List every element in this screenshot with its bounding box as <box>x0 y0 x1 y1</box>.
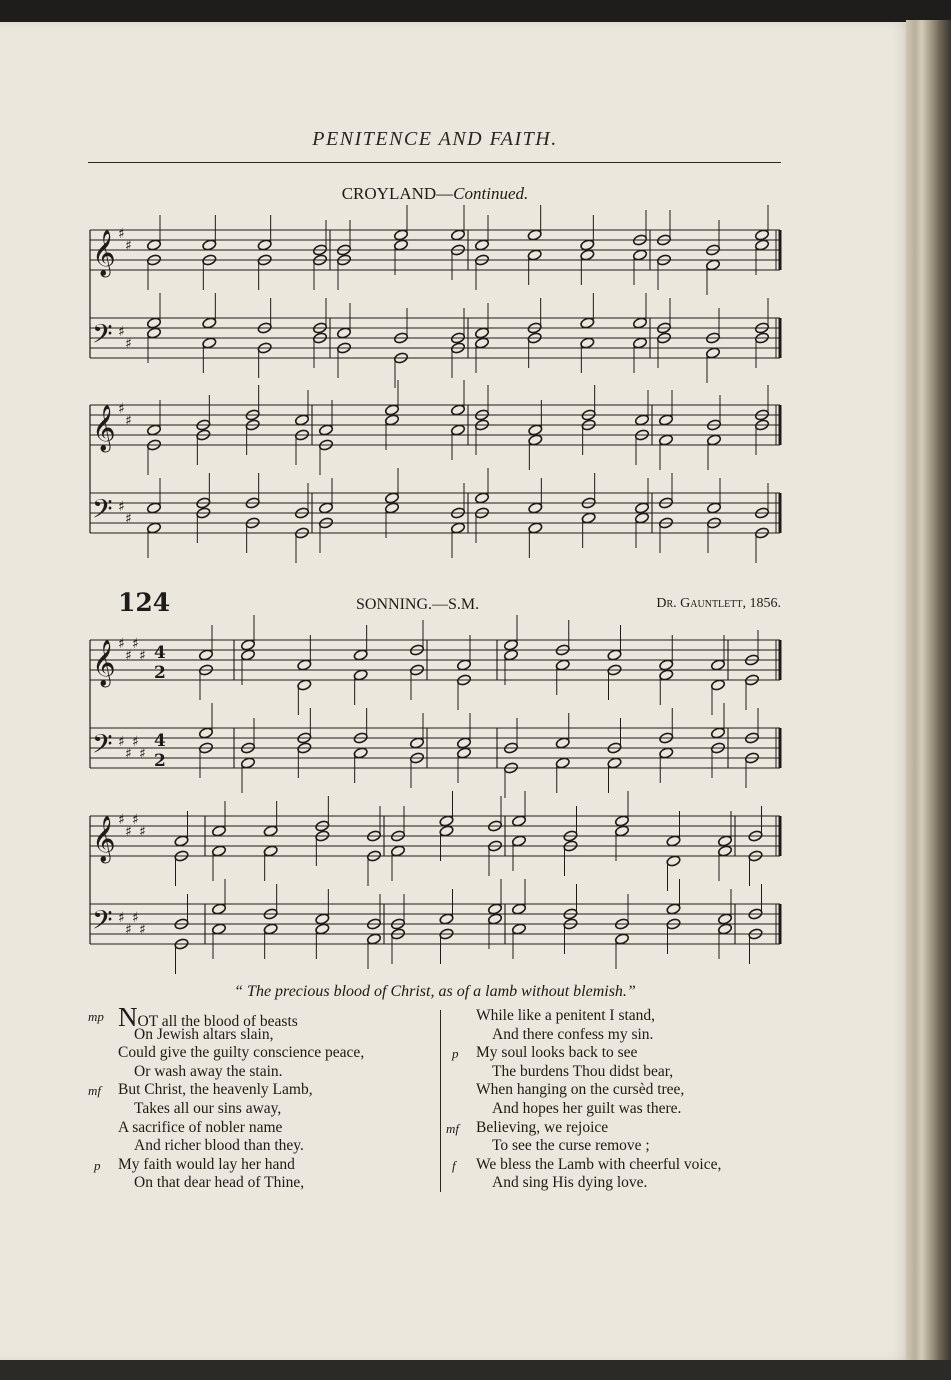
tenor-note <box>409 737 424 749</box>
alto-note <box>710 679 725 691</box>
key-signature-sharp: ♯ <box>125 511 132 527</box>
key-signature-sharp: ♯ <box>125 824 132 840</box>
soprano-note <box>384 404 399 416</box>
tune-name: SONNING.—S.M. <box>356 596 480 613</box>
continued-note: Continued. <box>453 184 529 203</box>
dynamic-marking: p <box>94 1157 101 1173</box>
key-signature-sharp: ♯ <box>132 636 139 652</box>
alto-note <box>393 239 408 251</box>
verse-text: We bless the Lamb with cheerful voice, <box>476 1155 722 1173</box>
soprano-note <box>450 404 465 416</box>
bass-note <box>450 522 465 534</box>
verse-text: And there confess my sin. <box>492 1025 654 1043</box>
verse-line <box>100 1044 430 1063</box>
bass-clef: 𝄢 <box>92 318 113 356</box>
verse-line <box>458 1007 788 1026</box>
verse-text: The burdens Thou didst bear, <box>492 1062 674 1080</box>
tenor-note <box>634 502 649 514</box>
treble-clef: 𝄞 <box>92 230 116 276</box>
bass-note <box>607 757 622 769</box>
verse-line <box>458 1100 788 1119</box>
bass-note <box>555 757 570 769</box>
key-signature-sharp: ♯ <box>125 648 132 664</box>
bass-note <box>456 747 471 759</box>
soprano-note <box>146 239 161 251</box>
bass-note <box>263 923 278 935</box>
bass-clef: 𝄢 <box>92 728 113 766</box>
verse-text: When hanging on the cursèd tree, <box>476 1081 685 1099</box>
time-signature-bottom: 2 <box>154 751 166 771</box>
tenor-note <box>487 903 502 915</box>
drop-capital: N <box>118 1002 138 1032</box>
alto-note <box>211 845 226 857</box>
tenor-note <box>710 727 725 739</box>
bass-note <box>580 337 595 349</box>
bass-note <box>146 522 161 534</box>
key-signature-sharp: ♯ <box>118 734 125 750</box>
alto-note <box>706 434 721 446</box>
tenor-note <box>474 327 489 339</box>
verse-text: A sacrifice of nobler name <box>118 1118 283 1136</box>
alto-note <box>263 845 278 857</box>
soprano-note <box>146 424 161 436</box>
soprano-note <box>353 649 368 661</box>
key-signature-sharp: ♯ <box>118 401 125 417</box>
verse-text: My faith would lay her hand <box>118 1155 295 1173</box>
soprano-note <box>659 659 674 671</box>
bass-note <box>474 337 489 349</box>
alto-note <box>658 434 673 446</box>
verse-text: Believing, we rejoice <box>476 1118 609 1136</box>
soprano-note <box>263 825 278 837</box>
verse-text: But Christ, the heavenly Lamb, <box>118 1081 313 1099</box>
tenor-note <box>511 903 526 915</box>
soprano-note <box>754 229 769 241</box>
verse-line <box>458 1063 788 1082</box>
treble-clef: 𝄞 <box>92 640 116 686</box>
verse-text: Could give the guilty conscience peace, <box>118 1044 365 1062</box>
verses-left-column <box>88 1002 430 1193</box>
key-signature-sharp: ♯ <box>118 636 125 652</box>
verse-text: On that dear head of Thine, <box>134 1174 305 1192</box>
key-signature-sharp: ♯ <box>132 812 139 828</box>
tenor-note <box>146 502 161 514</box>
alto-note <box>297 679 312 691</box>
key-signature-sharp: ♯ <box>118 226 125 242</box>
key-signature-sharp: ♯ <box>125 746 132 762</box>
key-signature-sharp: ♯ <box>139 746 146 762</box>
dynamic-marking: mp <box>88 1009 104 1024</box>
bass-note <box>366 933 381 945</box>
key-signature-sharp: ♯ <box>125 922 132 938</box>
alto-note <box>390 845 405 857</box>
verse-text: Or wash away the stain. <box>134 1062 283 1080</box>
alto-note <box>614 825 629 837</box>
verse-line <box>458 1174 788 1193</box>
treble-clef: 𝄞 <box>92 816 116 862</box>
soprano-note <box>318 424 333 436</box>
soprano-note <box>614 815 629 827</box>
bass-note <box>659 747 674 759</box>
tenor-note <box>456 737 471 749</box>
key-signature-sharp: ♯ <box>118 910 125 926</box>
verse-text: While like a penitent I stand, <box>476 1007 656 1024</box>
soprano-note <box>211 825 226 837</box>
tenor-note <box>528 502 543 514</box>
bass-note <box>315 923 330 935</box>
running-title: PENITENCE AND FAITH. <box>312 128 558 150</box>
verse-text: Takes all our sins away, <box>134 1099 282 1117</box>
soprano-note <box>202 239 217 251</box>
tenor-note <box>555 737 570 749</box>
tenor-note <box>717 913 732 925</box>
soprano-note <box>658 414 673 426</box>
key-signature-sharp: ♯ <box>132 910 139 926</box>
soprano-note <box>580 239 595 251</box>
key-signature-sharp: ♯ <box>118 499 125 515</box>
tenor-note <box>384 492 399 504</box>
soprano-note <box>198 649 213 661</box>
alto-note <box>439 825 454 837</box>
soprano-note <box>634 414 649 426</box>
soprano-note <box>511 815 526 827</box>
tenor-note <box>315 913 330 925</box>
treble-clef: 𝄞 <box>92 405 116 451</box>
alto-note <box>555 659 570 671</box>
dynamic-marking: f <box>452 1157 456 1173</box>
alto-note <box>705 259 720 271</box>
tenor-note <box>474 492 489 504</box>
alto-note <box>450 424 465 436</box>
verse-line <box>100 1174 430 1193</box>
soprano-note <box>528 424 543 436</box>
verse-text: And richer blood than they. <box>134 1137 304 1155</box>
bass-note <box>240 757 255 769</box>
verse-line <box>88 1081 430 1100</box>
composer-credit: Dr. Gauntlett, 1856. <box>656 596 781 611</box>
alto-note <box>632 249 647 261</box>
bass-note <box>614 933 629 945</box>
alto-note <box>580 249 595 261</box>
bass-note <box>581 512 596 524</box>
bass-note <box>528 522 543 534</box>
verse-line <box>100 1119 430 1138</box>
verse-line <box>88 1002 430 1032</box>
soprano-note <box>710 659 725 671</box>
tenor-note <box>202 317 217 329</box>
verse-text: And sing His dying love. <box>492 1174 648 1192</box>
alto-note <box>659 669 674 681</box>
bass-note <box>511 923 526 935</box>
bass-clef: 𝄢 <box>92 904 113 942</box>
verse-line <box>100 1100 430 1119</box>
key-signature-sharp: ♯ <box>125 413 132 429</box>
alto-note <box>384 414 399 426</box>
soprano-note <box>257 239 272 251</box>
croyland-tune-name: CROYLAND— <box>341 184 454 203</box>
alto-note <box>527 249 542 261</box>
soprano-note <box>297 659 312 671</box>
alto-note <box>754 239 769 251</box>
tenor-note <box>706 502 721 514</box>
bass-note <box>384 502 399 514</box>
verse-text: My soul looks back to see <box>476 1044 638 1062</box>
soprano-note <box>439 815 454 827</box>
dynamic-marking: mf <box>88 1083 101 1099</box>
verses-right-column <box>446 1007 788 1193</box>
verse-line <box>452 1044 788 1063</box>
soprano-note <box>174 835 189 847</box>
bass-note <box>705 347 720 359</box>
soprano-note <box>240 639 255 651</box>
soprano-note <box>666 835 681 847</box>
key-signature-sharp: ♯ <box>139 648 146 664</box>
key-signature-sharp: ♯ <box>139 922 146 938</box>
key-signature-sharp: ♯ <box>118 812 125 828</box>
alto-note <box>503 649 518 661</box>
soprano-note <box>474 239 489 251</box>
key-signature-sharp: ♯ <box>139 824 146 840</box>
key-signature-sharp: ♯ <box>118 324 125 340</box>
tenor-note <box>198 727 213 739</box>
dynamic-marking: p <box>452 1046 459 1062</box>
soprano-note <box>456 659 471 671</box>
bass-note <box>717 923 732 935</box>
verse-line <box>458 1081 788 1100</box>
verse-line <box>458 1026 788 1045</box>
alto-note <box>717 845 732 857</box>
tenor-note <box>211 903 226 915</box>
key-signature-sharp: ♯ <box>132 734 139 750</box>
bass-note <box>487 913 502 925</box>
tenor-note <box>318 502 333 514</box>
verse-line <box>100 1063 430 1082</box>
verse-text: To see the curse remove ; <box>492 1137 650 1155</box>
soprano-note <box>527 229 542 241</box>
alto-note <box>511 835 526 847</box>
alto-note <box>666 855 681 867</box>
bass-note <box>353 747 368 759</box>
bass-note <box>202 337 217 349</box>
alto-note <box>240 649 255 661</box>
scripture-motto: “ The precious blood of Christ, as of a lamb without blemish.” <box>234 983 636 1000</box>
bass-clef: 𝄢 <box>92 493 113 531</box>
soprano-note <box>503 639 518 651</box>
verse-line <box>100 1026 430 1045</box>
verse-line <box>452 1155 788 1175</box>
key-signature-sharp: ♯ <box>125 238 132 254</box>
verse-line <box>94 1155 430 1175</box>
time-signature-top: 4 <box>154 643 166 663</box>
soprano-note <box>294 414 309 426</box>
time-signature-top: 4 <box>154 731 166 751</box>
verse-text: OT all the blood of beasts <box>137 1013 298 1030</box>
bass-note <box>146 327 161 339</box>
verse-text: And hopes her guilt was there. <box>492 1099 682 1117</box>
verse-line <box>458 1137 788 1156</box>
tenor-note <box>632 317 647 329</box>
tenor-note <box>336 327 351 339</box>
time-signature-bottom: 2 <box>154 663 166 683</box>
tenor-note <box>146 317 161 329</box>
alto-note <box>528 434 543 446</box>
soprano-note <box>393 229 408 241</box>
key-signature-sharp: ♯ <box>125 336 132 352</box>
dynamic-marking: mf <box>446 1120 459 1136</box>
verse-text: On Jewish altars slain, <box>134 1025 274 1043</box>
bass-note <box>211 923 226 935</box>
verse-line <box>446 1118 788 1138</box>
soprano-note <box>607 649 622 661</box>
verse-line <box>100 1137 430 1156</box>
column-divider <box>440 1010 441 1192</box>
soprano-note <box>450 229 465 241</box>
tenor-note <box>666 903 681 915</box>
hymn-number: 124 <box>118 588 171 617</box>
bass-note <box>632 337 647 349</box>
tenor-note <box>439 913 454 925</box>
alto-note <box>353 669 368 681</box>
bass-note <box>634 512 649 524</box>
tenor-note <box>580 317 595 329</box>
soprano-note <box>717 835 732 847</box>
